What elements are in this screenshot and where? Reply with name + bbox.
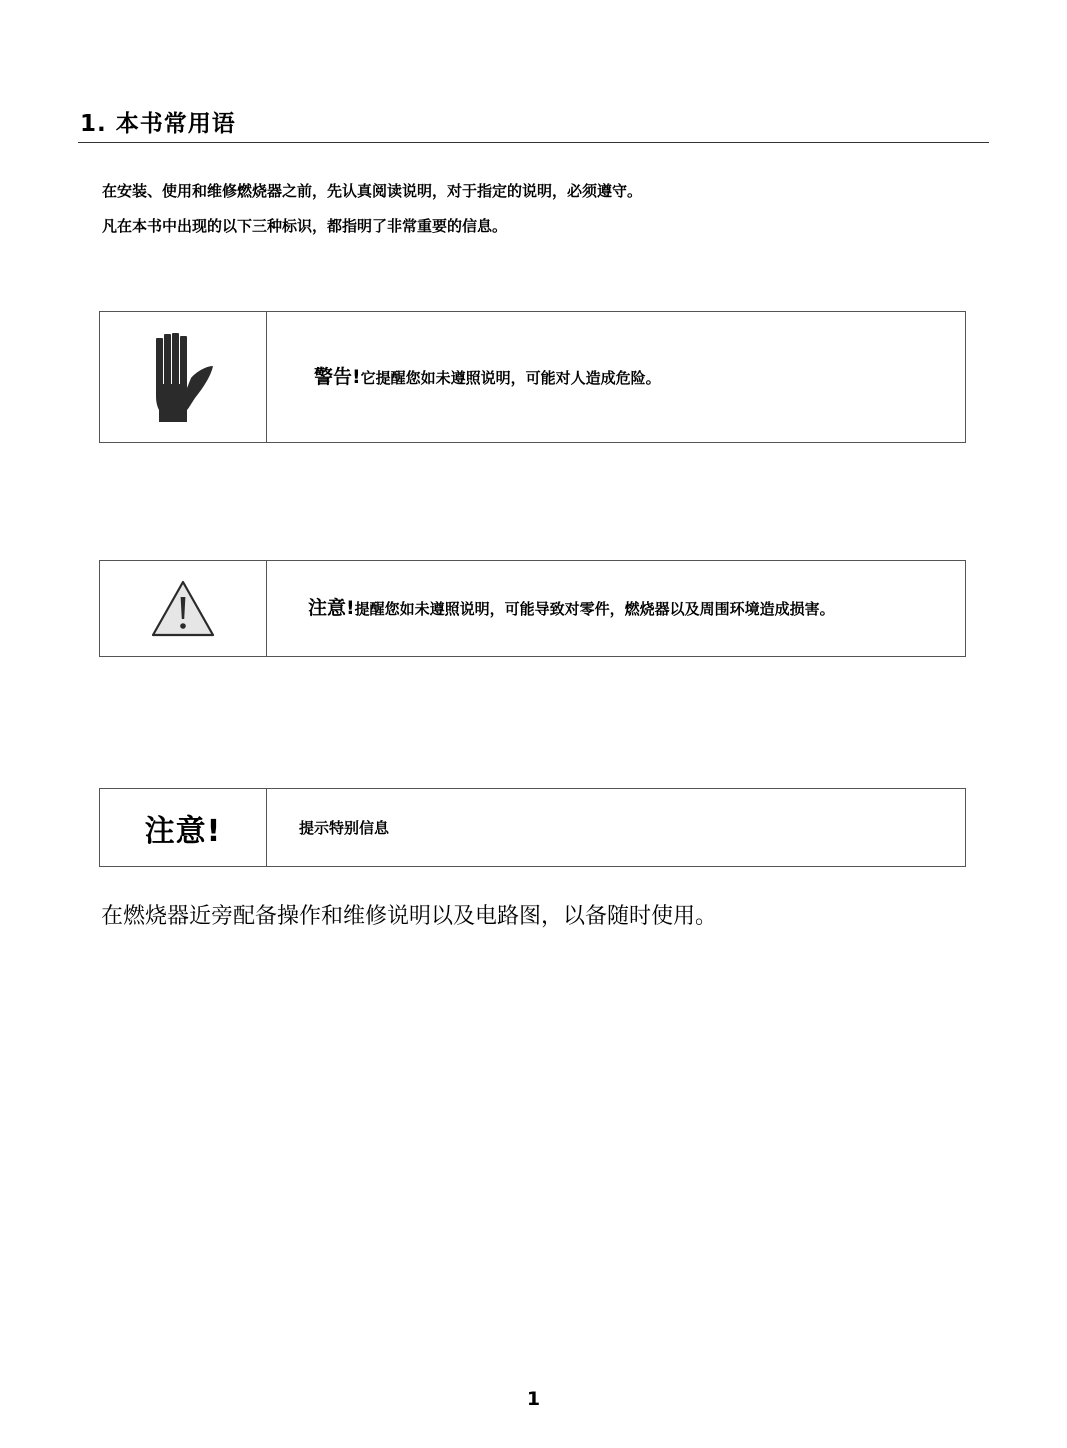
exclamation-triangle-icon xyxy=(150,579,216,639)
intro-paragraph-2: 凡在本书中出现的以下三种标识，都指明了非常重要的信息。 xyxy=(102,217,508,235)
page-number: 1 xyxy=(526,1388,541,1410)
closing-statement: 在燃烧器近旁配备操作和维修说明以及电路图，以备随时使用。 xyxy=(101,904,718,929)
warning-description xyxy=(314,366,661,389)
note-symbol-text: 注意! xyxy=(144,813,222,849)
note-description: 提示特别信息 xyxy=(299,819,390,837)
caution-text-cell xyxy=(267,561,965,656)
caution-lead: 注意! xyxy=(308,597,355,619)
title-divider xyxy=(78,142,989,143)
intro-paragraph-1: 在安装、使用和维修燃烧器之前，先认真阅读说明，对于指定的说明，必须遵守。 xyxy=(102,182,643,200)
section-title: 1. 本书常用语 xyxy=(80,111,236,137)
warning-lead: 警告! xyxy=(314,365,361,388)
caution-symbol-box xyxy=(99,560,966,657)
warning-text: 它提醒您如未遵照说明，可能对人造成危险。 xyxy=(360,368,661,387)
stop-hand-icon xyxy=(151,332,215,422)
caution-text: 提醒您如未遵照说明，可能导致对零件，燃烧器以及周围环境造成损害。 xyxy=(354,600,835,618)
note-symbol-cell xyxy=(100,789,267,866)
warning-symbol-cell xyxy=(100,312,267,442)
note-symbol-box xyxy=(99,788,966,867)
caution-description xyxy=(308,593,888,624)
warning-symbol-box xyxy=(99,311,966,443)
warning-text-cell xyxy=(267,312,965,442)
note-text-cell xyxy=(267,789,965,866)
caution-symbol-cell xyxy=(100,561,267,656)
